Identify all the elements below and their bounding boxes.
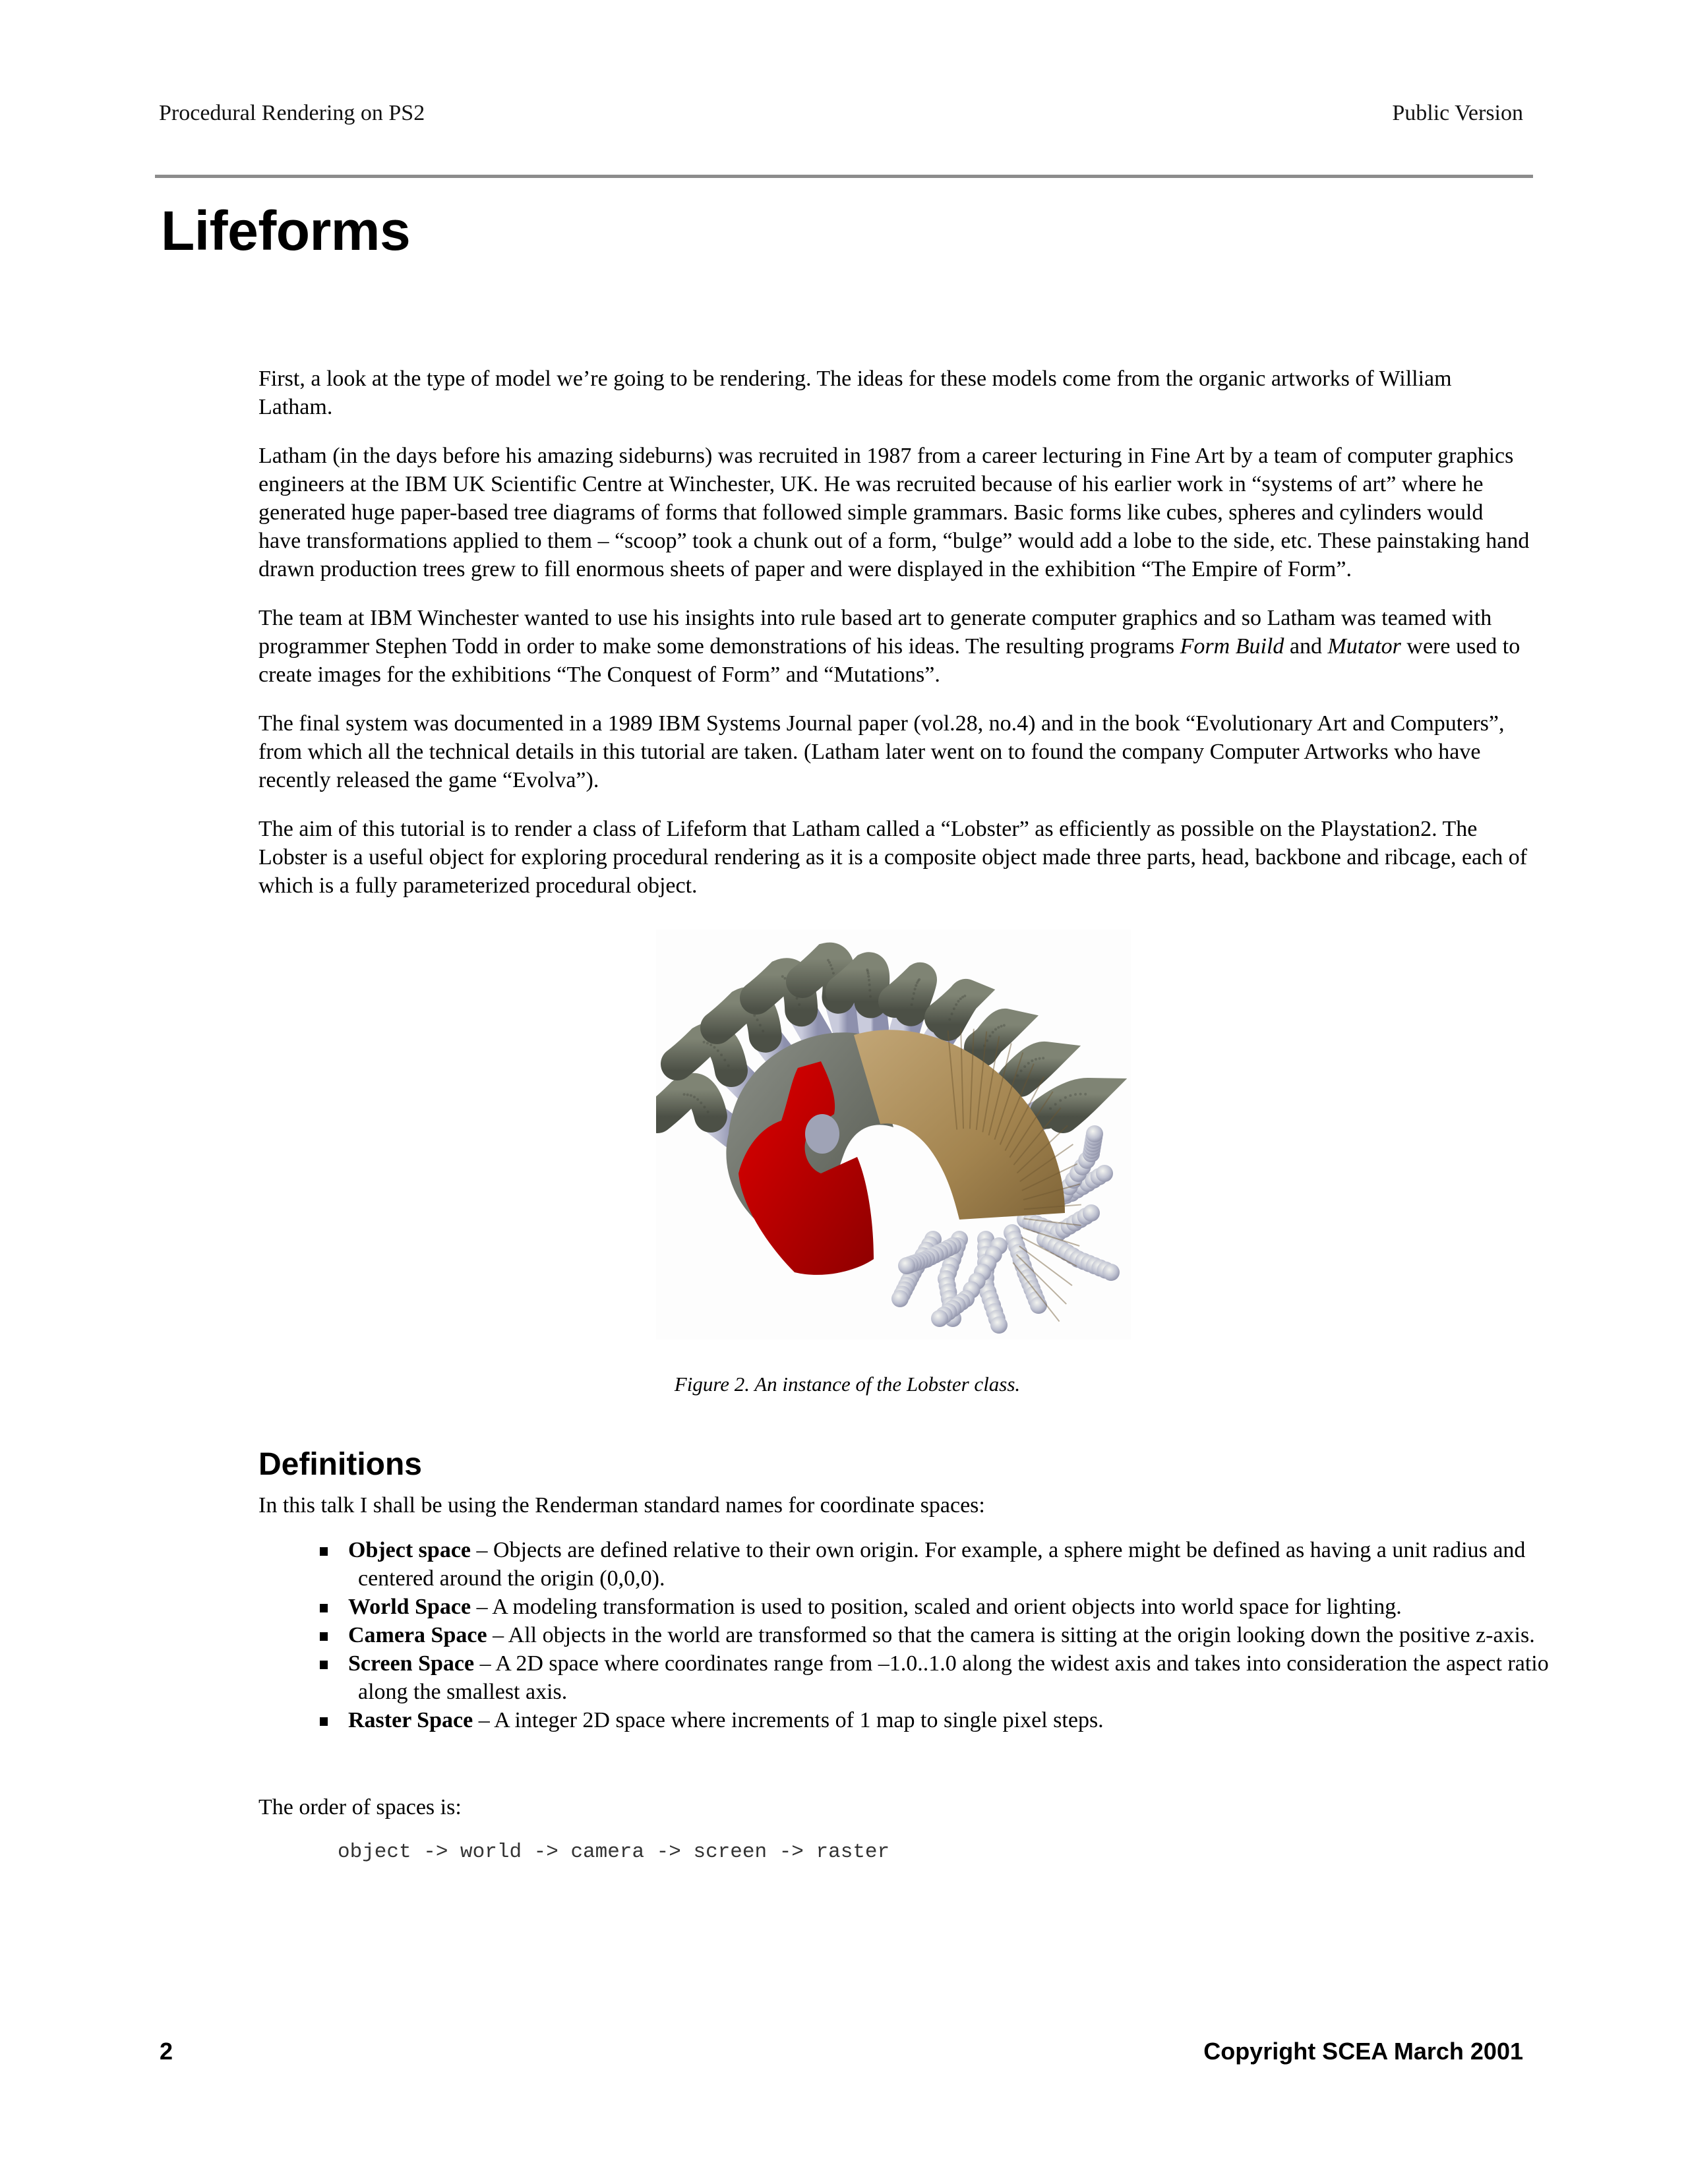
list-item-screen-space bbox=[258, 1649, 1551, 1706]
order-of-spaces-label: The order of spaces is: bbox=[258, 1795, 462, 1819]
list-item-object-space bbox=[258, 1536, 1551, 1593]
paragraph-ibm-winchester bbox=[258, 604, 1531, 689]
page-number: 2 bbox=[160, 2038, 173, 2065]
list-item-raster-space bbox=[258, 1706, 1551, 1734]
paragraph-latham-history bbox=[258, 442, 1531, 583]
term: World Space bbox=[348, 1595, 471, 1619]
paragraph-documentation bbox=[258, 709, 1531, 794]
square-bullet-icon bbox=[320, 1661, 328, 1669]
square-bullet-icon bbox=[320, 1717, 328, 1726]
lobster-illustration bbox=[656, 930, 1131, 1340]
section-title-definitions: Definitions bbox=[258, 1447, 422, 1482]
paragraph-tutorial-aim bbox=[258, 815, 1531, 900]
body-text bbox=[258, 365, 1531, 920]
paragraph-intro bbox=[258, 365, 1531, 421]
program-name-form-build: Form Build bbox=[1180, 634, 1284, 659]
program-name-mutator: Mutator bbox=[1327, 634, 1401, 659]
square-bullet-icon bbox=[320, 1547, 328, 1556]
definition: – Objects are defined relative to their own origin. For example, a sphere might be defined as having a unit radius and centered around the origin (0,0,0). bbox=[358, 1538, 1526, 1591]
definition: – A integer 2D space where increments of 1 map to single pixel steps. bbox=[473, 1708, 1104, 1732]
square-bullet-icon bbox=[320, 1604, 328, 1612]
coordinate-space-list bbox=[258, 1536, 1551, 1734]
chapter-title: Lifeforms bbox=[161, 200, 411, 262]
list-item-world-space bbox=[258, 1593, 1551, 1621]
paragraph-text: were used to create images for the exhibitions “The Conquest of Form” and “Mutations”. bbox=[258, 634, 1521, 687]
paragraph-text: The aim of this tutorial is to render a class of Lifeform that Latham called a “Lobster” as efficiently as possible on the Playstation2. The Lobster is a useful object for exploring procedural rendering as it is a composite object made three parts, head, backbone and ribcage, each of which is a fully parameterized procedural object. bbox=[258, 817, 1528, 898]
order-of-spaces-code: object -> world -> camera -> screen -> raster bbox=[338, 1841, 890, 1864]
term: Raster Space bbox=[348, 1708, 473, 1732]
definition: – A modeling transformation is used to position, scaled and orient objects into world space for lighting. bbox=[471, 1595, 1402, 1619]
running-header-title: Procedural Rendering on PS2 bbox=[159, 101, 425, 125]
paragraph-text: First, a look at the type of model we’re going to be rendering. The ideas for these models come from the organic artworks of William Latham. bbox=[258, 367, 1452, 419]
definitions-intro: In this talk I shall be using the Renderman standard names for coordinate spaces: bbox=[258, 1493, 985, 1518]
term: Object space bbox=[348, 1538, 471, 1562]
head-socket bbox=[805, 1114, 839, 1154]
paragraph-text: and bbox=[1284, 634, 1328, 659]
copyright-notice: Copyright SCEA March 2001 bbox=[1203, 2038, 1523, 2065]
term: Camera Space bbox=[348, 1623, 487, 1647]
list-item-camera-space bbox=[258, 1621, 1551, 1649]
running-header-version: Public Version bbox=[1392, 101, 1523, 125]
header-divider bbox=[155, 175, 1533, 178]
figure-caption: Figure 2. An instance of the Lobster class. bbox=[674, 1372, 1021, 1396]
term: Screen Space bbox=[348, 1651, 475, 1676]
paragraph-text: The final system was documented in a 1989 IBM Systems Journal paper (vol.28, no.4) and in the book “Evolutionary Art and Computers”, from which all the technical details in this tutorial are taken. (Latham later went on to found the company Computer Artworks who have recently released the game “Evolva”). bbox=[258, 711, 1505, 792]
lobster-figure bbox=[656, 930, 1131, 1340]
square-bullet-icon bbox=[320, 1632, 328, 1641]
definition: – All objects in the world are transformed so that the camera is sitting at the origin looking down the positive z-axis. bbox=[487, 1623, 1535, 1647]
definition: – A 2D space where coordinates range from –1.0..1.0 along the widest axis and takes into consideration the aspect ratio along the smallest axis. bbox=[358, 1651, 1549, 1704]
paragraph-text: Latham (in the days before his amazing sideburns) was recruited in 1987 from a career lecturing in Fine Art by a team of computer graphics engineers at the IBM UK Scientific Centre at Winchester, UK. He was recruited because of his earlier work in “systems of art” where he generated huge paper-based tree diagrams of forms that followed simple grammars. Basic forms like cubes, spheres and cylinders would have transformations applied to them – “scoop” took a chunk out of a form, “bulge” would add a lobe to the side, etc. These painstaking hand drawn production trees grew to fill enormous sheets of paper and were displayed in the exhibition “The Empire of Form”. bbox=[258, 444, 1530, 581]
rib-arm bbox=[895, 978, 920, 1035]
paragraph-text: The team at IBM Winchester wanted to use his insights into rule based art to generate computer graphics and so Latham was teamed with programmer Stephen Todd in order to make some demonstrations of his ideas. The resulting programs bbox=[258, 606, 1492, 659]
